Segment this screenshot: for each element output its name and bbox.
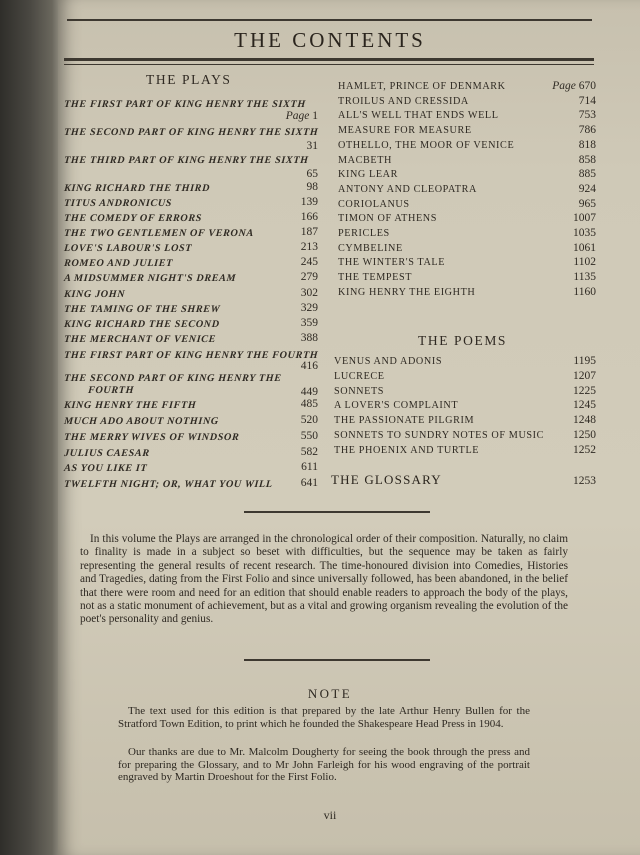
page-number: 520 — [300, 414, 318, 426]
page-number: 1245 — [573, 399, 596, 412]
contents-entry-page — [520, 429, 596, 441]
page-prefix: Page — [285, 110, 313, 122]
contents-entry-title: LUCRECE — [334, 370, 385, 382]
contents-entry-title: THE SECOND PART OF KING HENRY THE — [63, 373, 282, 384]
note-paragraph-1: The text used for this edition is that prepared by the late Arthur Henry Bullen for the Stratford Town Edition, to print which he founded the Shakespeare Head Press in 1904. — [118, 705, 530, 730]
page-number: 1007 — [573, 212, 596, 225]
contents-entry-title: ANTONY AND CLEOPATRA — [338, 183, 477, 195]
contents-entry-page — [248, 461, 318, 473]
contents-entry-page — [520, 109, 596, 121]
title-rule-thick — [64, 58, 594, 61]
page-number: 416 — [300, 360, 318, 372]
contents-entry-page — [520, 168, 596, 180]
contents-entry-page — [248, 332, 318, 344]
contents-entry-page — [248, 181, 318, 193]
contents-entry-title: KING RICHARD THE SECOND — [63, 319, 220, 330]
contents-entry-title: THE PASSIONATE PILGRIM — [334, 415, 475, 427]
page-number: 1250 — [573, 429, 596, 441]
page-number: 213 — [300, 241, 318, 253]
page-number: 1061 — [573, 241, 596, 254]
contents-entry-page — [248, 398, 318, 410]
contents-entry-title: TIMON OF ATHENS — [338, 213, 437, 225]
contents-entry-page — [248, 386, 318, 398]
contents-entry-title: MACBETH — [338, 154, 393, 166]
contents-entry-title: KING HENRY THE FIFTH — [63, 400, 197, 411]
contents-entry-page — [520, 355, 596, 367]
contents-entry-title: THE WINTER'S TALE — [338, 257, 446, 269]
contents-entry-page — [520, 124, 596, 136]
contents-entry-title: HAMLET, PRINCE OF DENMARK — [338, 81, 506, 92]
contents-entry-title: KING LEAR — [338, 169, 399, 181]
page-number: 1160 — [573, 285, 596, 298]
contents-entry-title: KING HENRY THE EIGHTH — [338, 286, 476, 298]
contents-entry-page — [248, 430, 318, 442]
contents-entry-page — [248, 446, 318, 458]
page-number: 1135 — [573, 271, 596, 284]
page-number: 550 — [300, 430, 318, 442]
contents-entry-title: TITUS ANDRONICUS — [63, 198, 173, 209]
page-number: 139 — [300, 196, 318, 208]
contents-entry-title: A MIDSUMMER NIGHT'S DREAM — [63, 273, 237, 284]
contents-entry-page — [248, 414, 318, 426]
page-number: 786 — [578, 124, 596, 137]
contents-entry-title: CORIOLANUS — [338, 198, 410, 210]
contents-entry-page — [248, 302, 318, 314]
page-number: 1248 — [573, 414, 596, 427]
glossary-page: 1253 — [573, 475, 596, 487]
page-number: 1225 — [573, 384, 596, 397]
page-number: 65 — [306, 168, 318, 180]
contents-entry-page — [520, 95, 596, 107]
contents-entry-page — [520, 271, 596, 283]
contents-entry-title: ALL'S WELL THAT ENDS WELL — [338, 110, 499, 122]
divider-rule-2 — [244, 659, 430, 661]
page-number: 1102 — [573, 256, 596, 269]
contents-entry-page — [248, 226, 318, 238]
page-number: 302 — [300, 287, 318, 299]
folio-number: vii — [323, 808, 337, 822]
page-number: 187 — [300, 226, 318, 238]
poems-heading: THE POEMS — [418, 333, 508, 348]
contents-entry-title: SONNETS TO SUNDRY NOTES OF MUSIC — [334, 430, 545, 441]
glossary-title: THE GLOSSARY — [331, 472, 442, 487]
page-number: 641 — [300, 477, 318, 489]
contents-entry-title: LOVE'S LABOUR'S LOST — [63, 243, 193, 254]
page-number: 98 — [306, 181, 318, 193]
contents-entry-title: ROMEO AND JULIET — [63, 258, 174, 269]
contents-entry-title: THE MERCHANT OF VENICE — [63, 334, 217, 345]
page-number: 1207 — [573, 369, 596, 382]
page-number: 245 — [300, 256, 318, 268]
page-number: 1195 — [573, 355, 596, 367]
contents-entry-title: TROILUS AND CRESSIDA — [338, 95, 469, 107]
page-number: 753 — [578, 109, 596, 122]
contents-entry-title: THE COMEDY OF ERRORS — [63, 213, 203, 224]
contents-entry-title: MEASURE FOR MEASURE — [338, 125, 472, 137]
contents-entry-title: THE TWO GENTLEMEN OF VERONA — [63, 228, 255, 239]
contents-entry-title: KING RICHARD THE THIRD — [63, 183, 211, 194]
contents-entry-page — [248, 168, 318, 180]
contents-entry-title: THE TAMING OF THE SHREW — [63, 304, 221, 315]
note-paragraph-2: Our thanks are due to Mr. Malcolm Dougherty for seeing the book through the press and for preparing the Glossary, and to Mr John Farleigh for his wood engraving of the portrait engraved by Martin Droeshout for the First Folio. — [118, 746, 530, 784]
page-number: 858 — [578, 153, 596, 166]
contents-entry-title: SONNETS — [334, 385, 385, 397]
page-number: 924 — [578, 182, 596, 195]
contents-entry-title: OTHELLO, THE MOOR OF VENICE — [338, 139, 515, 151]
contents-entry-title: A LOVER'S COMPLAINT — [334, 400, 459, 412]
plays-heading: THE PLAYS — [146, 72, 232, 87]
contents-entry-title: THE MERRY WIVES OF WINDSOR — [63, 432, 240, 443]
page-title: THE CONTENTS — [234, 28, 426, 52]
contents-entry-title: KING JOHN — [63, 289, 126, 300]
page-number: 329 — [300, 302, 318, 314]
page-number: 670 — [578, 80, 596, 92]
contents-entry-title: PERICLES — [338, 228, 390, 239]
contents-entry-title: VENUS AND ADONIS — [334, 356, 443, 367]
contents-entry-page — [248, 140, 318, 152]
contents-entry-page — [248, 287, 318, 299]
contents-entry-title: THE THIRD PART OF KING HENRY THE SIXTH — [63, 155, 309, 166]
contents-entry-page — [520, 154, 596, 166]
glossary-entry — [331, 472, 442, 488]
contents-entry-title: THE PHOENIX AND TURTLE — [334, 444, 480, 456]
page-number: 714 — [578, 94, 596, 107]
contents-entry-page — [248, 110, 318, 122]
contents-entry-title: THE SECOND PART OF KING HENRY THE SIXTH — [63, 127, 319, 138]
contents-entry-page — [520, 198, 596, 210]
contents-entry-title: THE TEMPEST — [338, 272, 413, 284]
page-prefix: Page — [552, 80, 579, 92]
page-number: 1035 — [573, 227, 596, 239]
contents-entry-title: CYMBELINE — [338, 242, 403, 254]
contents-entry-page — [520, 286, 596, 298]
page-number: 449 — [300, 386, 318, 398]
page-number: 166 — [300, 211, 318, 223]
page-number: 279 — [300, 271, 318, 283]
intro-paragraph: In this volume the Plays are arranged in the chronological order of their composition. Naturally, no claim to finality is made in a subject so beset with difficulties, but the sequence may be taken as fairly representing the general results of recent research. The time-honoured division into Comedies, Histories and Tragedies, dating from the First Folio and since universally followed, has been abandoned, in the belief that there were room and need for an edition that should enable readers to approach the body of the plays, not as a static monument of achievement, but as a vital and growing organism revealing the evolution of the poet's personality and genius. — [80, 533, 568, 626]
contents-entry-page — [248, 477, 318, 489]
note-heading: NOTE — [307, 686, 353, 701]
contents-entry-page — [520, 256, 596, 268]
page-number: 359 — [300, 317, 318, 329]
divider-rule-1 — [244, 511, 430, 513]
contents-entry-page — [520, 139, 596, 151]
page-number: 611 — [301, 461, 318, 473]
top-rule — [67, 19, 592, 21]
page-number: 885 — [578, 168, 596, 181]
contents-entry-page — [520, 80, 596, 92]
contents-entry-page — [248, 317, 318, 329]
page-number: 818 — [578, 138, 596, 151]
page-number: 1252 — [573, 443, 596, 456]
contents-entry-page — [248, 256, 318, 268]
contents-entry-title: AS YOU LIKE IT — [63, 463, 148, 474]
contents-entry-page — [520, 183, 596, 195]
page-number: 965 — [578, 197, 596, 210]
contents-entry-page — [520, 444, 596, 456]
contents-entry-title: JULIUS CAESAR — [63, 448, 151, 459]
title-rule-thin — [64, 64, 594, 65]
page-number: 582 — [300, 446, 318, 458]
contents-entry-page — [248, 196, 318, 208]
contents-entry-page — [248, 271, 318, 283]
contents-entry-page — [248, 360, 318, 372]
contents-entry-title: TWELFTH NIGHT; OR, WHAT YOU WILL — [63, 479, 274, 490]
contents-entry-page — [520, 227, 596, 239]
contents-entry-page — [520, 370, 596, 382]
page-number: 485 — [300, 398, 318, 410]
contents-entry-title: MUCH ADO ABOUT NOTHING — [63, 416, 220, 427]
page-number: 31 — [306, 140, 318, 152]
contents-entry-page — [520, 399, 596, 411]
contents-entry-title-continued: FOURTH — [87, 385, 135, 396]
contents-entry-page — [520, 242, 596, 254]
contents-entry-title: THE FIRST PART OF KING HENRY THE FOURTH — [63, 350, 319, 361]
page-number: 1 — [312, 110, 318, 122]
contents-entry-title: THE FIRST PART OF KING HENRY THE SIXTH — [63, 99, 307, 110]
contents-entry-page — [520, 385, 596, 397]
contents-entry-page — [520, 414, 596, 426]
page-number: 388 — [300, 332, 318, 344]
contents-entry-page — [248, 241, 318, 253]
contents-entry-page — [248, 211, 318, 223]
contents-entry-page — [520, 212, 596, 224]
